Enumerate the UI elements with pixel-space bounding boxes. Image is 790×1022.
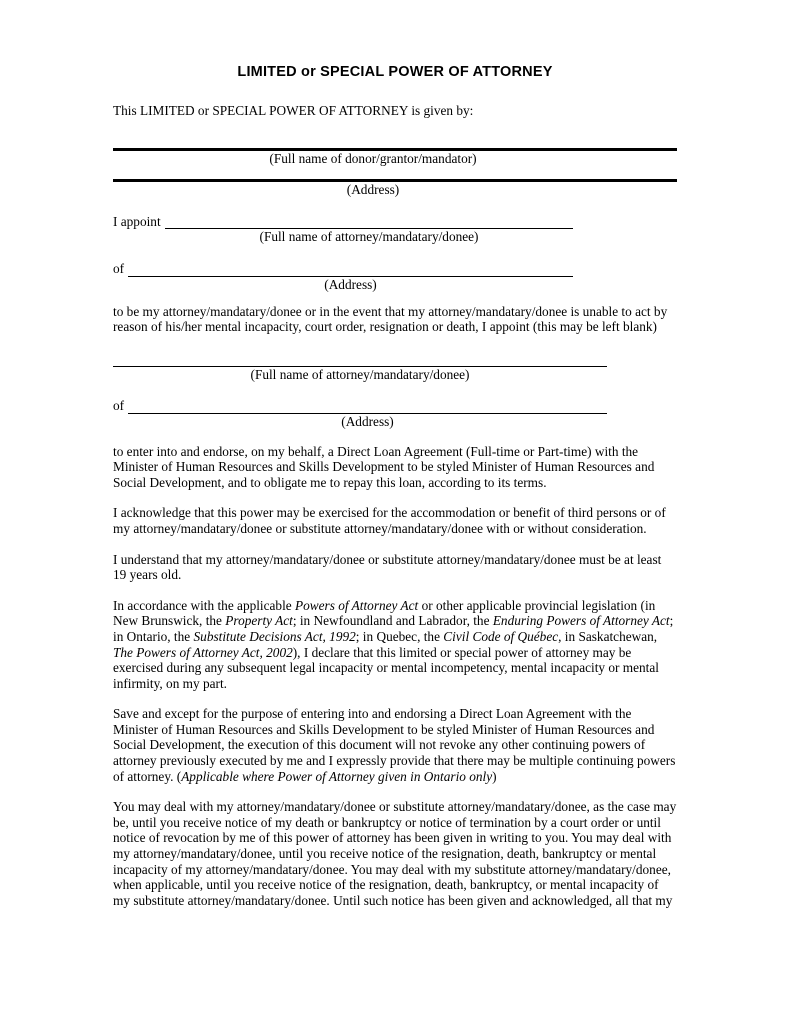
appoint-prefix: I appoint: [113, 213, 161, 229]
donor-address-label: (Address): [346, 181, 400, 197]
substitute-address-label: (Address): [341, 413, 394, 429]
save-except-paragraph: Save and except for the purpose of entering into and endorsing a Direct Loan Agreement with the Minister of Human Resources and Skills Development to be styled Minister of Human Resources and Social Development, the execution of this document will not revoke any other continuing powers of attorney previously executed by me and I expressly provide that there may be multiple continuing powers of attorney. (Applicable where Power of Attorney given in Ontario only): [113, 706, 676, 784]
dealing-paragraph: You may deal with my attorney/mandatary/donee or substitute attorney/mandatary/donee, as the case may be, until you receive notice of my death or bankruptcy or notice of termination by a court order or until notice of revocation by me of this power of attorney has been given in writing to you. You may deal with my attorney/mandatary/donee, until you receive notice of the resignation, death, bankruptcy or mental incapacity of my attorney/mandatary/donee. You may deal with my substitute attorney/mandatary/donee, when applicable, until you receive notice of the resignation, death, bankruptcy, or mental incapacity of my substitute attorney/mandatary/donee. Until such notice has been given and acknowledged, all that my: [113, 799, 677, 908]
attorney-address-row: [113, 261, 573, 277]
substitute-address-row: [113, 398, 607, 414]
substitute-name-field: [113, 366, 677, 382]
page-title: LIMITED or SPECIAL POWER OF ATTORNEY: [237, 64, 553, 80]
substitute-name-label: (Full name of attorney/mandatary/donee): [250, 366, 470, 382]
purpose-paragraph: to enter into and endorse, on my behalf, a Direct Loan Agreement (Full-time or Part-time) with the Minister of Human Resources and Skills Development to be styled Minister of Human Resources and Social Development, and to obligate me to repay this loan, according to its terms.: [113, 443, 655, 490]
of-prefix: of: [113, 397, 125, 413]
attorney-name-fill-line[interactable]: [165, 215, 573, 229]
legislation-paragraph: In accordance with the applicable Powers of Attorney Act or other applicable provincial legislation (in New Brunswick, the Property Act; in Newfoundland and Labrador, the Enduring Powers of Attorney Act; in Ontario, the Substitute Decisions Act, 1992; in Quebec, the Civil Code of Québec, in Saskatchewan, The Powers of Attorney Act, 2002), I declare that this limited or special power of attorney may be exercised during any subsequent legal incapacity or mental incompetency, mental incapacity or mental infirmity, on my part.: [113, 597, 674, 691]
attorney-address-fill-line[interactable]: [128, 263, 573, 277]
of-prefix: of: [113, 261, 125, 277]
age-paragraph: I understand that my attorney/mandatary/donee or substitute attorney/mandatary/donee must be at least 19 years old.: [113, 551, 662, 583]
acknowledge-paragraph: I acknowledge that this power may be exercised for the accommodation or benefit of third persons or of my attorney/mandatary/donee or substitute attorney/mandatary/donee with or without consideration.: [113, 505, 666, 536]
substitute-intro-paragraph: to be my attorney/mandatary/donee or in the event that my attorney/mandatary/donee is unable to act by reason of his/her mental incapacity, court order, resignation or death, I appoint (this may be left blank): [113, 303, 668, 335]
donor-name-label: (Full name of donor/grantor/mandator): [269, 150, 477, 166]
attorney-name-label: (Full name of attorney/mandatary/donee): [259, 229, 479, 245]
donor-address-field: [113, 179, 677, 197]
intro-line: This LIMITED or SPECIAL POWER OF ATTORNEY is given by:: [113, 103, 474, 118]
substitute-address-fill-line[interactable]: [128, 400, 607, 414]
attorney-address-label: (Address): [324, 276, 377, 292]
donor-name-field: [113, 148, 677, 166]
appoint-row: [113, 214, 573, 230]
